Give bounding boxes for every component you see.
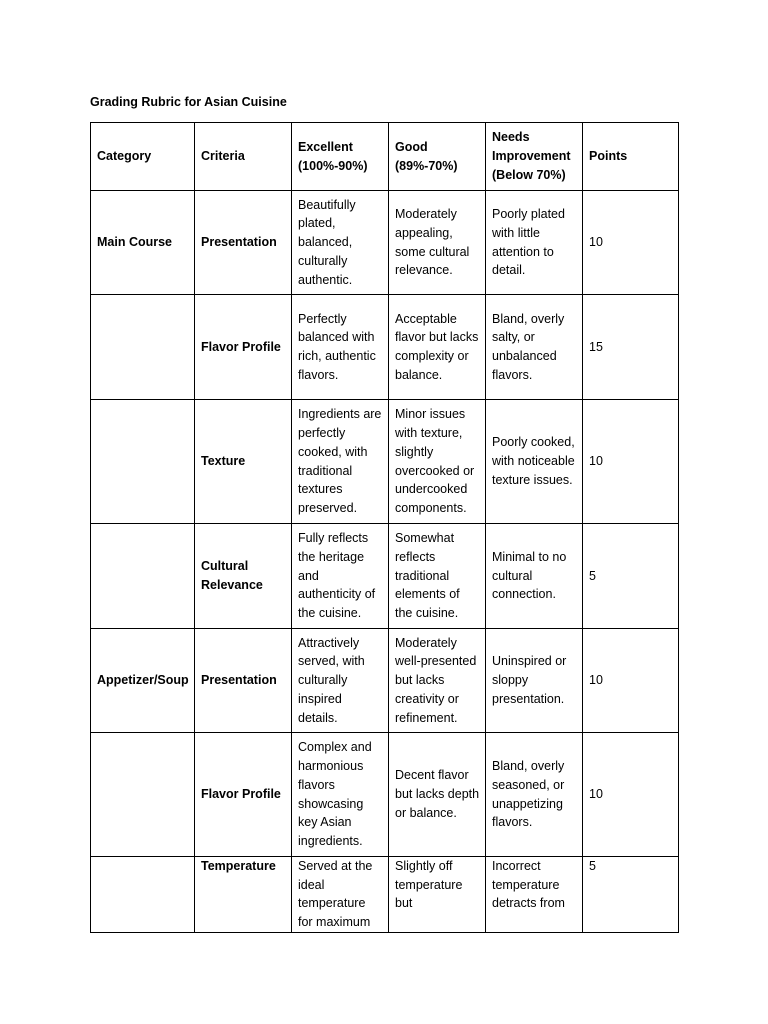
table-row [91, 191, 679, 295]
header-excellent: Excellent (100%-90%) [292, 123, 389, 191]
criteria-cell: Flavor Profile [195, 733, 292, 857]
category-cell [91, 857, 195, 933]
good-cell: Minor issues with texture, slightly overcooked or undercooked components. [389, 400, 486, 524]
criteria-cell: Texture [195, 400, 292, 524]
table-header-row [91, 123, 679, 191]
category-cell [91, 400, 195, 524]
header-criteria: Criteria [195, 123, 292, 191]
table-row [91, 400, 679, 524]
table-row [91, 629, 679, 733]
table-row [91, 295, 679, 400]
excellent-cell: Beautifully plated, balanced, culturally authentic. [292, 191, 389, 295]
criteria-cell: Presentation [195, 629, 292, 733]
criteria-cell: Flavor Profile [195, 295, 292, 400]
good-cell: Moderately well-presented but lacks creativity or refinement. [389, 629, 486, 733]
rubric-table [90, 122, 679, 933]
needs-improvement-cell: Bland, overly seasoned, or unappetizing flavors. [486, 733, 583, 857]
criteria-cell: Presentation [195, 191, 292, 295]
needs-improvement-cell: Incorrect temperature detracts from [486, 857, 583, 933]
points-cell: 10 [583, 629, 679, 733]
category-cell [91, 524, 195, 629]
good-cell: Somewhat reflects traditional elements of the cuisine. [389, 524, 486, 629]
points-cell: 10 [583, 733, 679, 857]
category-cell: Appetizer/Soup [91, 629, 195, 733]
points-cell: 5 [583, 524, 679, 629]
points-cell: 10 [583, 400, 679, 524]
category-cell [91, 733, 195, 857]
needs-improvement-cell: Poorly plated with little attention to detail. [486, 191, 583, 295]
table-row [91, 733, 679, 857]
table-row [91, 857, 679, 933]
points-cell: 5 [583, 857, 679, 933]
points-cell: 15 [583, 295, 679, 400]
category-cell [91, 295, 195, 400]
table-row [91, 524, 679, 629]
good-cell: Moderately appealing, some cultural relevance. [389, 191, 486, 295]
criteria-cell: Cultural Relevance [195, 524, 292, 629]
header-points: Points [583, 123, 679, 191]
excellent-cell: Complex and harmonious flavors showcasing key Asian ingredients. [292, 733, 389, 857]
header-good: Good (89%-70%) [389, 123, 486, 191]
category-cell: Main Course [91, 191, 195, 295]
excellent-cell: Fully reflects the heritage and authenticity of the cuisine. [292, 524, 389, 629]
good-cell: Acceptable flavor but lacks complexity or balance. [389, 295, 486, 400]
excellent-cell: Ingredients are perfectly cooked, with traditional textures preserved. [292, 400, 389, 524]
good-cell: Decent flavor but lacks depth or balance. [389, 733, 486, 857]
header-category: Category [91, 123, 195, 191]
criteria-cell: Temperature [195, 857, 292, 933]
excellent-cell: Perfectly balanced with rich, authentic flavors. [292, 295, 389, 400]
points-cell: 10 [583, 191, 679, 295]
document-title: Grading Rubric for Asian Cuisine [90, 95, 287, 109]
header-needs-improvement: Needs Improvement (Below 70%) [486, 123, 583, 191]
needs-improvement-cell: Poorly cooked, with noticeable texture issues. [486, 400, 583, 524]
needs-improvement-cell: Uninspired or sloppy presentation. [486, 629, 583, 733]
good-cell: Slightly off temperature but [389, 857, 486, 933]
excellent-cell: Served at the ideal temperature for maximum [292, 857, 389, 933]
excellent-cell: Attractively served, with culturally inspired details. [292, 629, 389, 733]
needs-improvement-cell: Minimal to no cultural connection. [486, 524, 583, 629]
needs-improvement-cell: Bland, overly salty, or unbalanced flavors. [486, 295, 583, 400]
